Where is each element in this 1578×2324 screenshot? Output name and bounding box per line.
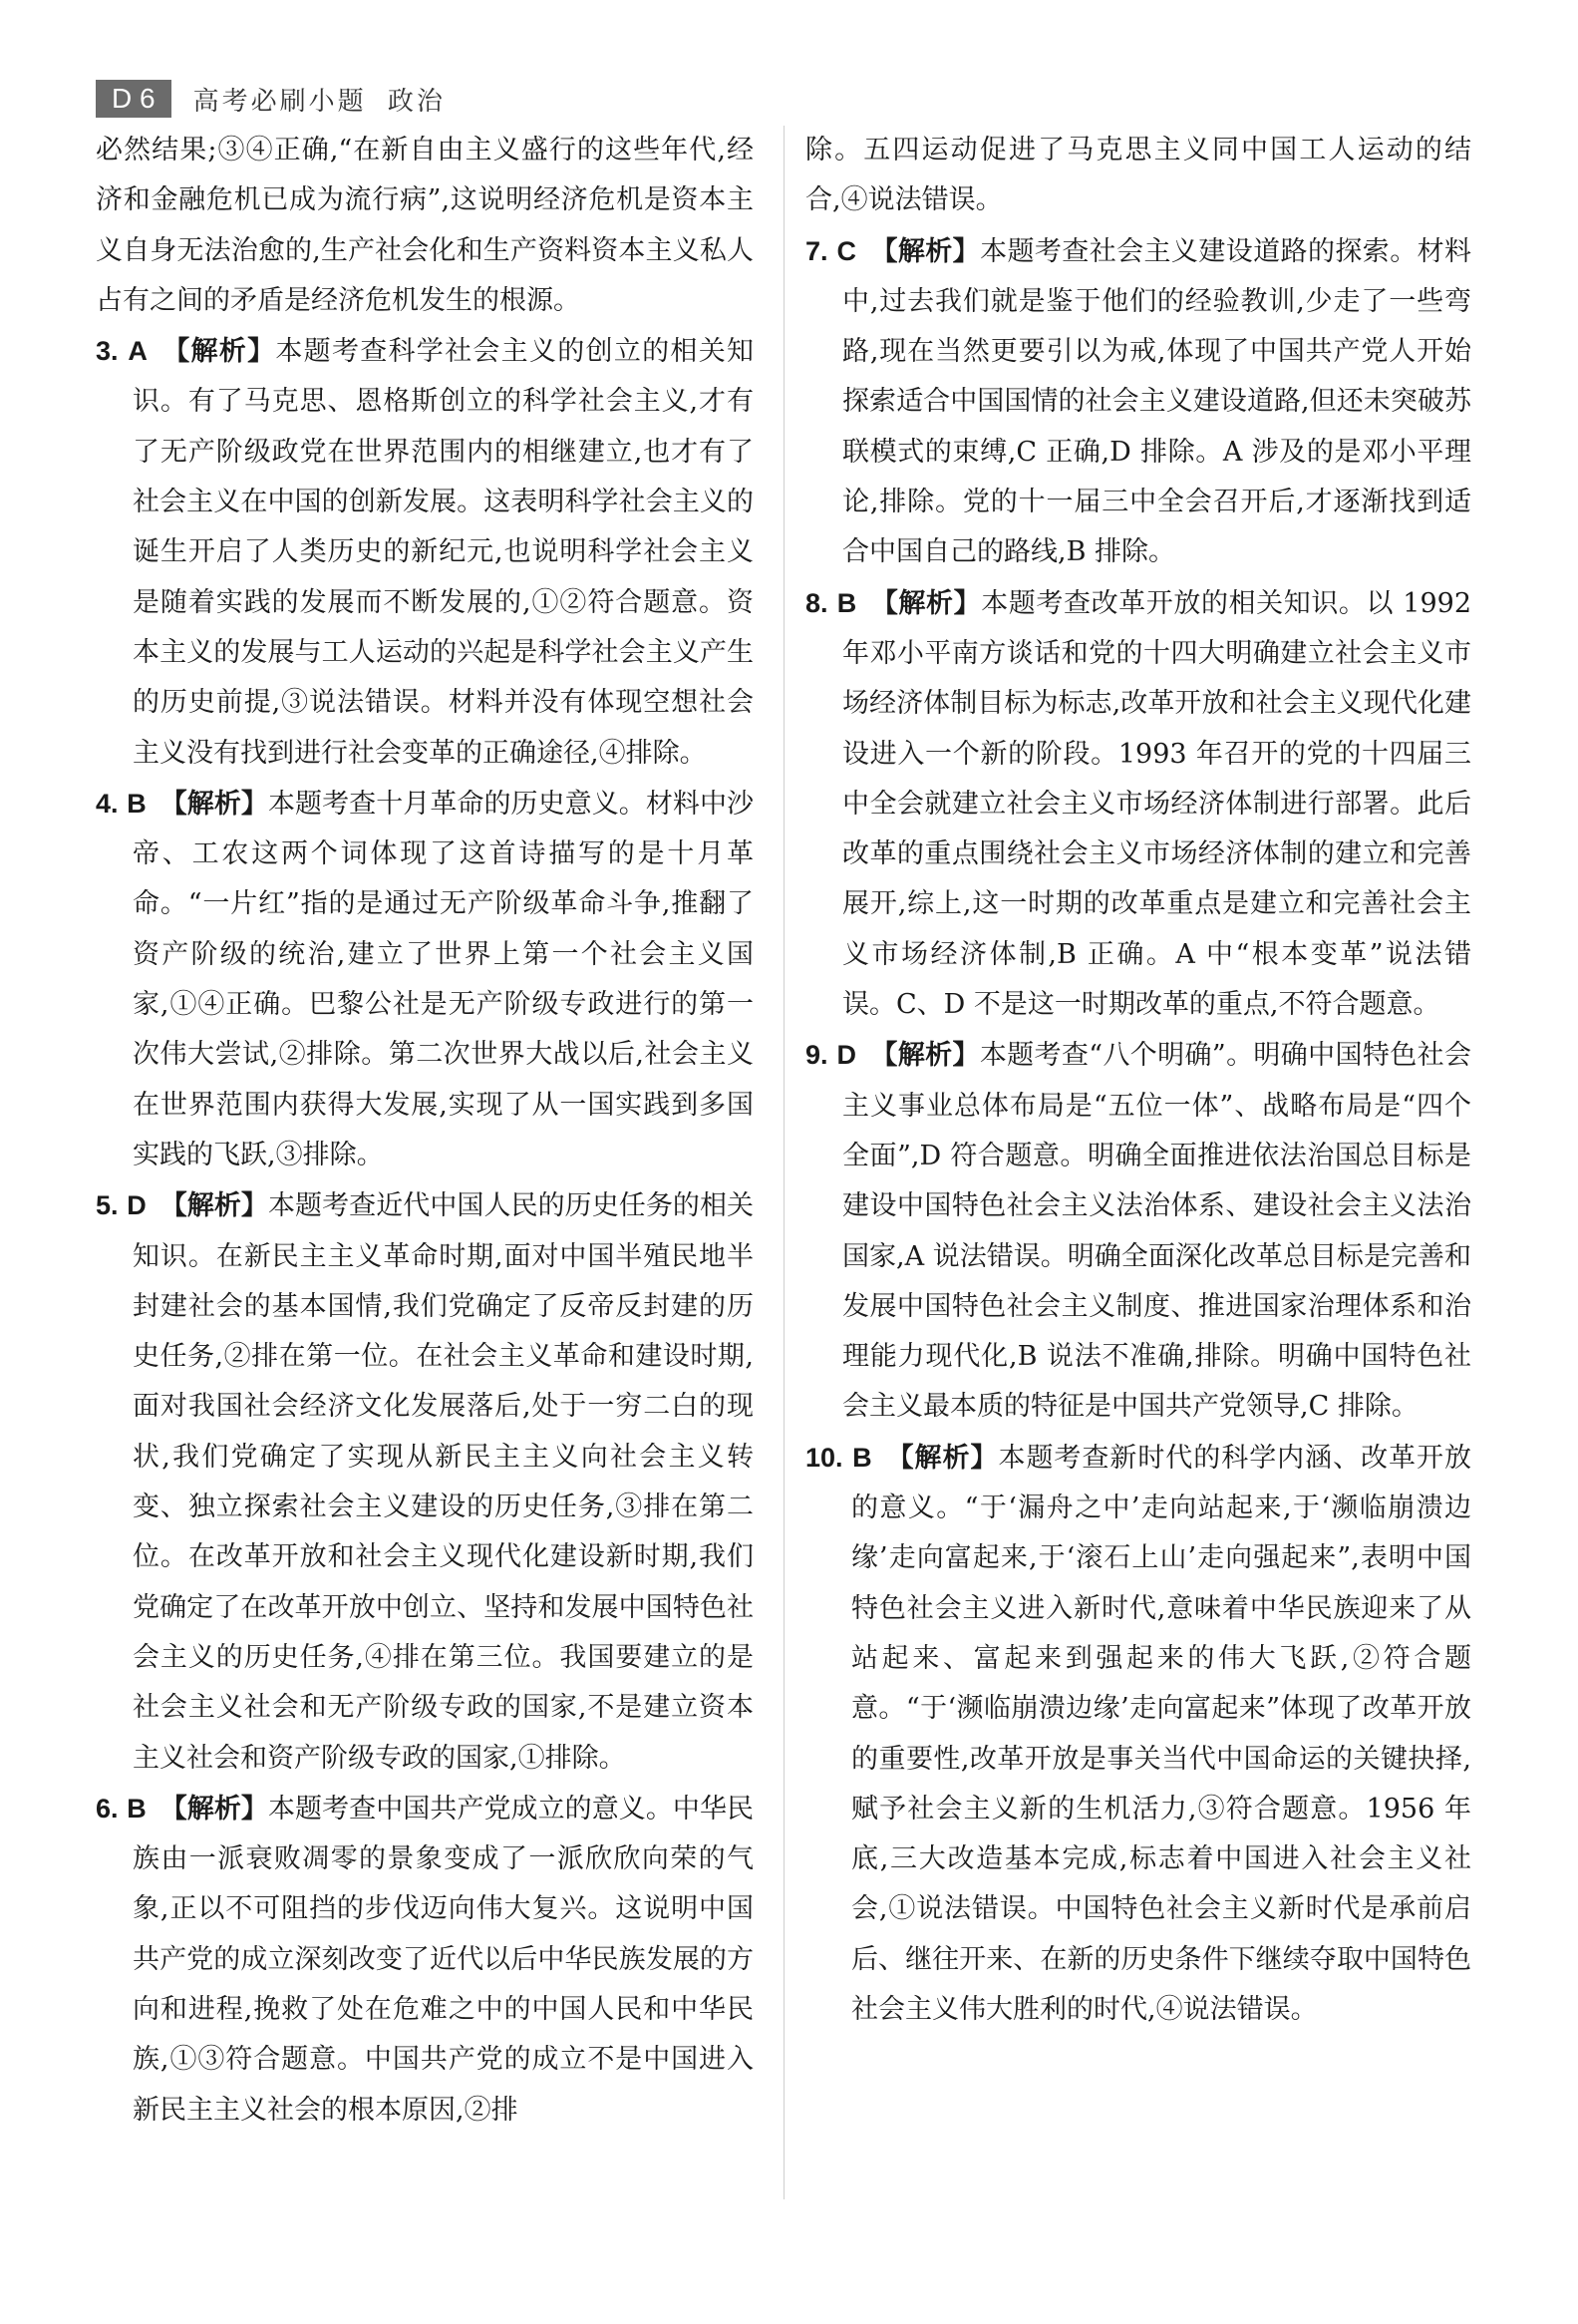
item-answer: D <box>127 1190 147 1221</box>
continuation-paragraph: 除。五四运动促进了马克思主义同中国工人运动的结合,④说法错误。 <box>805 135 1471 216</box>
item-answer: B <box>127 1793 147 1824</box>
item-answer: C <box>836 235 857 266</box>
item-explanation: 本题考查社会主义建设道路的探索。材料中,过去我们就是鉴于他们的经验教训,少走了一些弯路,现在当然更要引以为戒,体现了中国共产党人开始探索适合中国国情的社会主义建设道路,但还未突破苏联模式的束缚,C 正确,D 排除。A 涉及的是邓小平理论,排除。党的十一届三中全会召开后,才逐渐找到适合中国自己的路线,B 排除。 <box>842 235 1472 568</box>
item-answer: B <box>852 1442 872 1473</box>
page-number-tag: D 6 <box>96 80 171 118</box>
answer-item-7 <box>805 226 1471 578</box>
continuation-paragraph: 必然结果;③④正确,“在新自由主义盛行的这些年代,经济和金融危机已成为流行病”,这说明经济危机是资本主义自身无法治愈的,生产社会化和生产资料资本主义私人占有之间的矛盾是经济危机发生的根源。 <box>96 135 754 316</box>
item-answer: A <box>128 336 148 367</box>
item-explanation: 本题考查新时代的科学内涵、改革开放的意义。“于‘漏舟之中’走向站起来,于‘濒临崩溃边缘’走向富起来,于‘滚石上山’走向强起来”,表明中国特色社会主义进入新时代,意味着中华民族迎来了从站起来、富起来到强起来的伟大飞跃,②符合题意。“于‘濒临崩溃边缘’走向富起来”体现了改革开放的重要性,改革开放是事关当代中国命运的关键抉择,赋予社会主义新的生机活力,③符合题意。1956 年底,三大改造基本完成,标志着中国进入社会主义社会,①说法错误。中国特色社会主义新时代是承前启后、继往开来、在新的历史条件下继续夺取中国特色社会主义伟大胜利的时代,④说法错误。 <box>851 1442 1472 2025</box>
answer-item-3 <box>96 326 754 779</box>
analysis-label: 【解析】 <box>870 235 981 267</box>
answer-item-5 <box>96 1180 754 1784</box>
item-number: 5. <box>96 1190 119 1221</box>
analysis-label: 【解析】 <box>159 1190 268 1222</box>
item-number: 3. <box>96 336 119 367</box>
item-number: 10. <box>805 1442 843 1473</box>
item-number: 8. <box>805 587 828 618</box>
item-answer: D <box>836 1040 856 1071</box>
item-explanation: 本题考查十月革命的历史意义。材料中沙帝、工农这两个词体现了这首诗描写的是十月革命。“一片红”指的是通过无产阶级革命斗争,推翻了资产阶级的统治,建立了世界上第一个社会主义国家,①④正确。巴黎公社是无产阶级专政进行的第一次伟大尝试,②排除。第二次世界大战以后,社会主义在世界范围内获得大发展,实现了从一国实践到多国实践的飞跃,③排除。 <box>133 788 755 1170</box>
item-explanation: 本题考查中国共产党成立的意义。中华民族由一派衰败凋零的景象变成了一派欣欣向荣的气象,正以不可阻挡的步伐迈向伟大复兴。这说明中国共产党的成立深刻改变了近代以后中华民族发展的方向和进程,挽救了处在危难之中的中国人民和中华民族,①③符合题意。中国共产党的成立不是中国进入新民主主义社会的根本原因,②排 <box>133 1793 755 2126</box>
item-explanation: 本题考查科学社会主义的创立的相关知识。有了马克思、恩格斯创立的科学社会主义,才有了无产阶级政党在世界范围内的相继建立,也才有了社会主义在中国的创新发展。这表明科学社会主义的诞生开启了人类历史的新纪元,也说明科学社会主义是随着实践的发展而不断发展的,①②符合题意。资本主义的发展与工人运动的兴起是科学社会主义产生的历史前提,③说法错误。材料并没有体现空想社会主义没有找到进行社会变革的正确途径,④排除。 <box>133 336 754 769</box>
analysis-label: 【解析】 <box>159 1793 268 1825</box>
answer-item-9 <box>805 1030 1471 1432</box>
item-explanation: 本题考查“八个明确”。明确中国特色社会主义事业总体布局是“五位一体”、战略布局是“四个全面”,D 符合题意。明确全面推进依法治国总目标是建设中国特色社会主义法治体系、建设社会主义法治国家,A 说法错误。明确全面深化改革总目标是完善和发展中国特色社会主义制度、推进国家治理体系和治理能力现代化,B 说法不准确,排除。明确中国特色社会主义最本质的特征是中国共产党领导,C 排除。 <box>842 1040 1471 1423</box>
answer-item-6 <box>96 1784 754 2136</box>
analysis-label: 【解析】 <box>869 1040 980 1072</box>
item-explanation: 本题考查近代中国人民的历史任务的相关知识。在新民主主义革命时期,面对中国半殖民地半封建社会的基本国情,我们党确定了反帝反封建的历史任务,②排在第一位。在社会主义革命和建设时期,面对我国社会经济文化发展落后,处于一穷二白的现状,我们党确定了实现从新民主主义向社会主义转变、独立探索社会主义建设的历史任务,③排在第二位。在改革开放和社会主义现代化建设新时期,我们党确定了在改革开放中创立、坚持和发展中国特色社会主义的历史任务,④排在第三位。我国要建立的是社会主义社会和无产阶级专政的国家,不是建立资本主义社会和资产阶级专政的国家,①排除。 <box>133 1190 755 1774</box>
answer-item-10 <box>805 1433 1471 2036</box>
item-number: 7. <box>805 235 828 266</box>
right-column <box>805 126 1471 2035</box>
left-column <box>96 126 754 2136</box>
item-number: 9. <box>805 1040 828 1071</box>
item-explanation: 本题考查改革开放的相关知识。以 1992 年邓小平南方谈话和党的十四大明确建立社会主义市场经济体制目标为标志,改革开放和社会主义现代化建设进入一个新的阶段。1993 年召开的党的十四届三中全会就建立社会主义市场经济体制进行部署。此后改革的重点围绕社会主义市场经济体制的建立和完善展开,综上,这一时期的改革重点是建立和完善社会主义市场经济体制,B 正确。A 中“根本变革”说法错误。C、D 不是这一时期改革的重点,不符合题意。 <box>842 587 1472 1021</box>
analysis-label: 【解析】 <box>870 587 982 619</box>
analysis-label: 【解析】 <box>159 788 268 820</box>
column-divider <box>784 126 785 2199</box>
item-number: 6. <box>96 1793 119 1824</box>
analysis-label: 【解析】 <box>160 336 276 368</box>
answer-item-4 <box>96 779 754 1180</box>
page-header <box>96 80 446 118</box>
item-number: 4. <box>96 788 119 819</box>
book-title: 高考必刷小题 政治 <box>192 86 446 117</box>
answer-item-8 <box>805 578 1471 1031</box>
item-answer: B <box>127 788 147 819</box>
analysis-label: 【解析】 <box>885 1442 999 1474</box>
item-answer: B <box>836 587 857 618</box>
